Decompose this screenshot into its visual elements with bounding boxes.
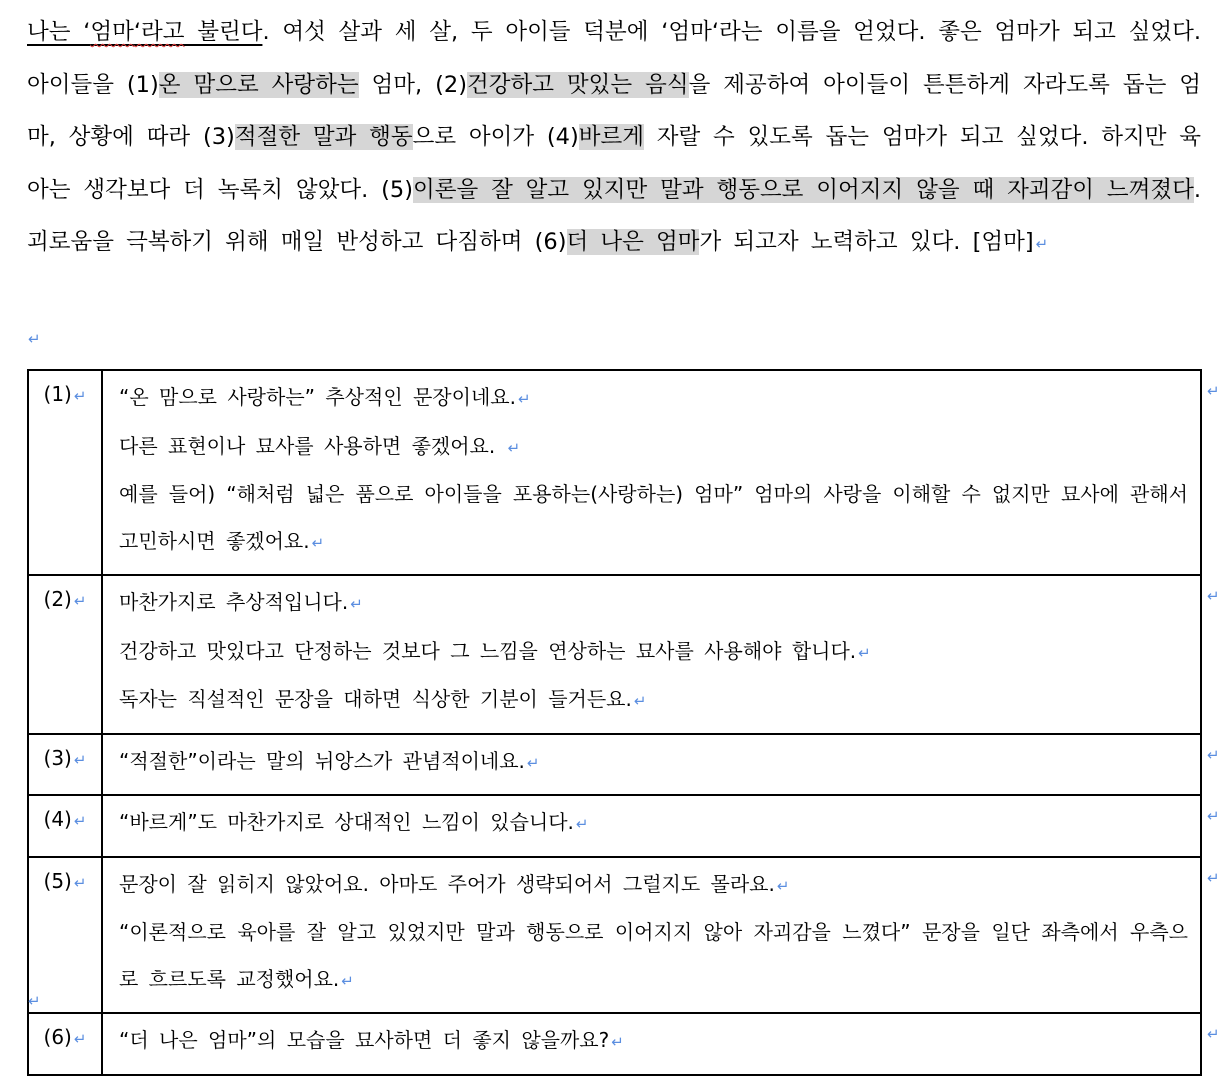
comment-cell	[102, 370, 1201, 575]
paragraph-return-icon: ↵	[73, 812, 87, 830]
feedback-table-body	[28, 370, 1201, 1075]
row-number-cell	[28, 575, 102, 734]
comment-text: “이론적으로 육아를 잘 알고 있었지만 말과 행동으로 이어지지 않아 자괴감을 느꼈다” 문장을 일단 좌측에서 우측으로 흐르도록 교정했어요.	[119, 920, 1188, 991]
paragraph-return-icon: ↵	[1207, 868, 1220, 887]
paragraph-return-icon: ↵	[526, 753, 540, 772]
comment-line	[119, 628, 1188, 677]
table-row	[28, 370, 1201, 575]
paragraph-return-icon: ↵	[1035, 235, 1049, 253]
text-run: . 괴로움을 극복하기 위해 매일 반성하고 다짐하며 (6)	[27, 176, 1201, 255]
paragraph-return-icon: ↵	[1207, 382, 1220, 400]
text-run: 엄마, (2)	[358, 71, 468, 98]
row-number-cell	[28, 795, 102, 857]
row-number: (5)	[43, 868, 72, 893]
paragraph-return-icon: ↵	[73, 1030, 87, 1048]
comment-text: “바르게”도 마찬가지로 상대적인 느낌이 있습니다.	[119, 810, 574, 834]
comment-line	[119, 676, 1188, 725]
row-number-cell	[28, 370, 102, 575]
paragraph-return-icon: ↵	[575, 815, 589, 833]
comment-line	[119, 579, 1188, 628]
feedback-table	[27, 369, 1202, 1076]
paragraph-return-icon: ↵	[73, 387, 87, 405]
comment-line	[119, 471, 1188, 566]
comment-line	[119, 423, 1188, 472]
comment-line	[119, 909, 1188, 1004]
paragraph-return-icon: ↵	[311, 533, 325, 552]
comment-line	[119, 861, 1188, 910]
paragraph-return-icon: ↵	[611, 1033, 624, 1051]
table-row	[28, 795, 1201, 857]
comment-text: “온 맘으로 사랑하는” 추상적인 문장이네요.	[119, 385, 516, 409]
row-number: (3)	[43, 745, 72, 770]
row-number-cell	[28, 734, 102, 796]
comment-text: 문장이 잘 읽히지 않았어요. 아마도 주어가 생략되어서 그럴지도 몰라요.	[119, 871, 775, 896]
text-run: 가 되고자 노력하고 있다. [엄마]	[699, 229, 1034, 255]
row-number: (4)	[43, 807, 72, 831]
highlight-3: 적절한 말과 행동	[234, 124, 413, 150]
text-run: 나는 ‘	[27, 19, 91, 45]
table-row	[28, 1013, 1201, 1075]
paragraph-return-icon: ↵	[517, 390, 531, 408]
comment-text: 독자는 직설적인 문장을 대하면 식상한 기분이 들거든요.	[119, 687, 632, 711]
comment-text: “더 나은 엄마”의 모습을 묘사하면 더 좋지 않을까요?	[119, 1028, 610, 1052]
comment-cell	[102, 857, 1201, 1014]
comment-line	[119, 374, 1188, 423]
paragraph-return-icon: ↵	[858, 643, 871, 662]
row-number-cell	[28, 857, 102, 1014]
comment-line	[119, 738, 1188, 787]
paragraph-return-icon: ↵	[350, 595, 363, 613]
comment-text: “적절한”이라는 말의 뉘앙스가 관념적이네요.	[119, 748, 525, 773]
paragraph-return-icon: ↵	[73, 873, 87, 892]
comment-cell	[102, 795, 1201, 857]
text-run: 불린다	[184, 19, 263, 45]
paragraph-return-icon: ↵	[1207, 807, 1220, 825]
row-number: (6)	[43, 1025, 72, 1049]
comment-cell	[102, 734, 1201, 796]
text-run: 자랄 수 있도록 돕는 엄마가 되고 싶었다. 하지만 육아는 생각보다 더 녹록치 않았다. (5)	[27, 124, 1202, 203]
row-number: (2)	[43, 587, 72, 611]
paragraph-return-icon: ↵	[633, 692, 647, 710]
comment-text: 건강하고 맛있다고 단정하는 것보다 그 느낌을 연상하는 묘사를 사용해야 합니다.	[119, 638, 857, 663]
spellcheck-word	[90, 19, 184, 45]
text-run: 을 제공하여 아이들이 튼튼하게 자라도록 돕는 엄마, 상황에 따라 (3)	[27, 71, 1202, 150]
text-run: 엄마	[90, 19, 134, 45]
comment-line	[119, 1017, 1188, 1066]
text-run: 으로 아이가 (4)	[412, 124, 579, 150]
paragraph-return-icon: ↵	[28, 330, 41, 348]
comment-cell	[102, 575, 1201, 734]
paragraph-return-icon: ↵	[73, 592, 87, 610]
highlight-5: 이론을 잘 알고 있지만 말과 행동으로 이어지지 않을 때 자괴감이 느껴졌다	[412, 176, 1194, 203]
highlight-1: 온 맘으로 사랑하는	[158, 71, 359, 98]
row-number-cell	[28, 1013, 102, 1075]
comment-text: 예를 들어) “해처럼 넓은 품으로 아이들을 포용하는(사랑하는) 엄마” 엄마의 사랑을 이해할 수 없지만 묘사에 관해서 고민하시면 좋겠어요.	[119, 482, 1188, 553]
underlined-phrase	[27, 19, 262, 45]
paragraph-return-icon: ↵	[507, 438, 521, 457]
paragraph-return-icon: ↵	[28, 992, 41, 1010]
comment-text: 마찬가지로 추상적입니다.	[119, 590, 349, 614]
paragraph-return-icon: ↵	[776, 876, 790, 895]
table-row	[28, 734, 1201, 796]
paragraph-return-icon: ↵	[73, 750, 87, 769]
comment-text: 다른 표현이나 묘사를 사용하면 좋겠어요.	[119, 433, 506, 458]
text-run: . 여섯 살과 세 살, 두 아이들 덕분에 ‘엄마‘라는 이름을 얻었다. 좋은 엄마가 되고 싶었다. 아이들을 (1)	[27, 19, 1201, 98]
paragraph-return-icon: ↵	[1207, 1025, 1220, 1043]
paragraph-return-icon: ↵	[1207, 587, 1220, 605]
comment-cell	[102, 1013, 1201, 1075]
body-paragraph	[27, 6, 1201, 271]
highlight-2: 건강하고 맛있는 음식	[467, 71, 689, 98]
comment-line	[119, 799, 1188, 848]
table-row	[28, 575, 1201, 734]
paragraph-return-icon: ↵	[1207, 745, 1220, 764]
text-run: ‘라고	[133, 19, 185, 45]
table-row	[28, 857, 1201, 1014]
highlight-6: 더 나은 엄마	[566, 229, 700, 255]
row-number: (1)	[43, 382, 72, 406]
paragraph-return-icon: ↵	[341, 971, 354, 990]
highlight-4: 바르게	[578, 124, 644, 150]
